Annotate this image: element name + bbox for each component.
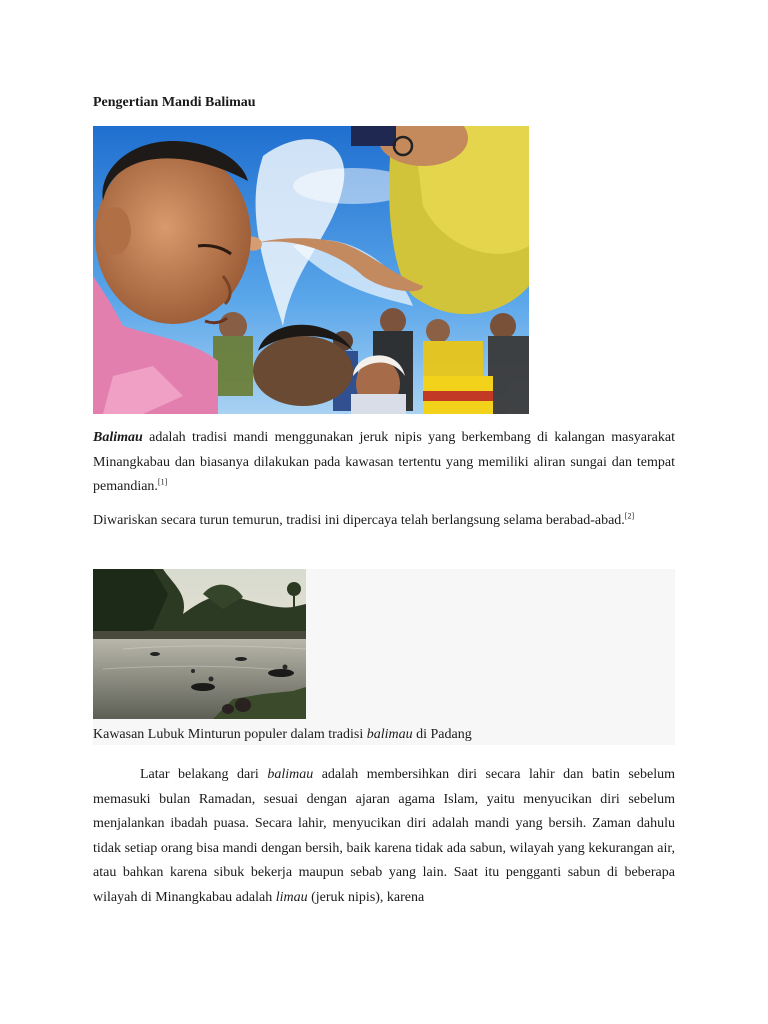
paragraph-background: Latar belakang dari balimau adalah membersihkan diri secara lahir dan batin sebelum memasuki bulan Ramadan, sesuai dengan ajaran agama Islam, yaitu menyucikan diri sebelum menjalankan ibadah puasa. Secara lahir, menyucikan diri adalah mandi yang bersih. Zaman dahulu tidak setiap orang bisa mandi dengan bersih, baik karena tidak ada sabun, wilayah yang kekurangan air, atau bahkan karena sibuk bekerja maupun sebab yang lain. Saat itu pengganti sabun di beberapa wilayah di Minangkabau adalah limau (jeruk nipis), karena — [93, 767, 676, 905]
paragraph2-text: Diwariskan secara turun temurun, tradisi ini dipercaya telah berlangsung selama berabad-abad. — [93, 513, 625, 528]
term-balimau: Balimau — [93, 430, 143, 445]
balimau-ceremony-photo — [93, 126, 529, 414]
document-title: Pengertian Mandi Balimau — [93, 95, 256, 110]
river-figure — [93, 569, 675, 745]
paragraph-tradition-history — [93, 509, 675, 534]
figure-caption: Kawasan Lubuk Minturun populer dalam tradisi balimau di Padang — [93, 727, 472, 742]
reference-1-link[interactable]: [1] — [157, 477, 168, 487]
paragraph1-text: adalah tradisi mandi menggunakan jeruk nipis yang berkembang di kalangan masyarakat Minangkabau dan biasanya dilakukan pada kawasan tertentu yang memiliki aliran sungai dan tempat pemandian. — [93, 430, 675, 494]
paragraph-balimau-definition — [93, 426, 675, 500]
reference-2-link[interactable]: [2] — [624, 511, 635, 521]
lubuk-minturun-river-photo — [93, 569, 306, 719]
